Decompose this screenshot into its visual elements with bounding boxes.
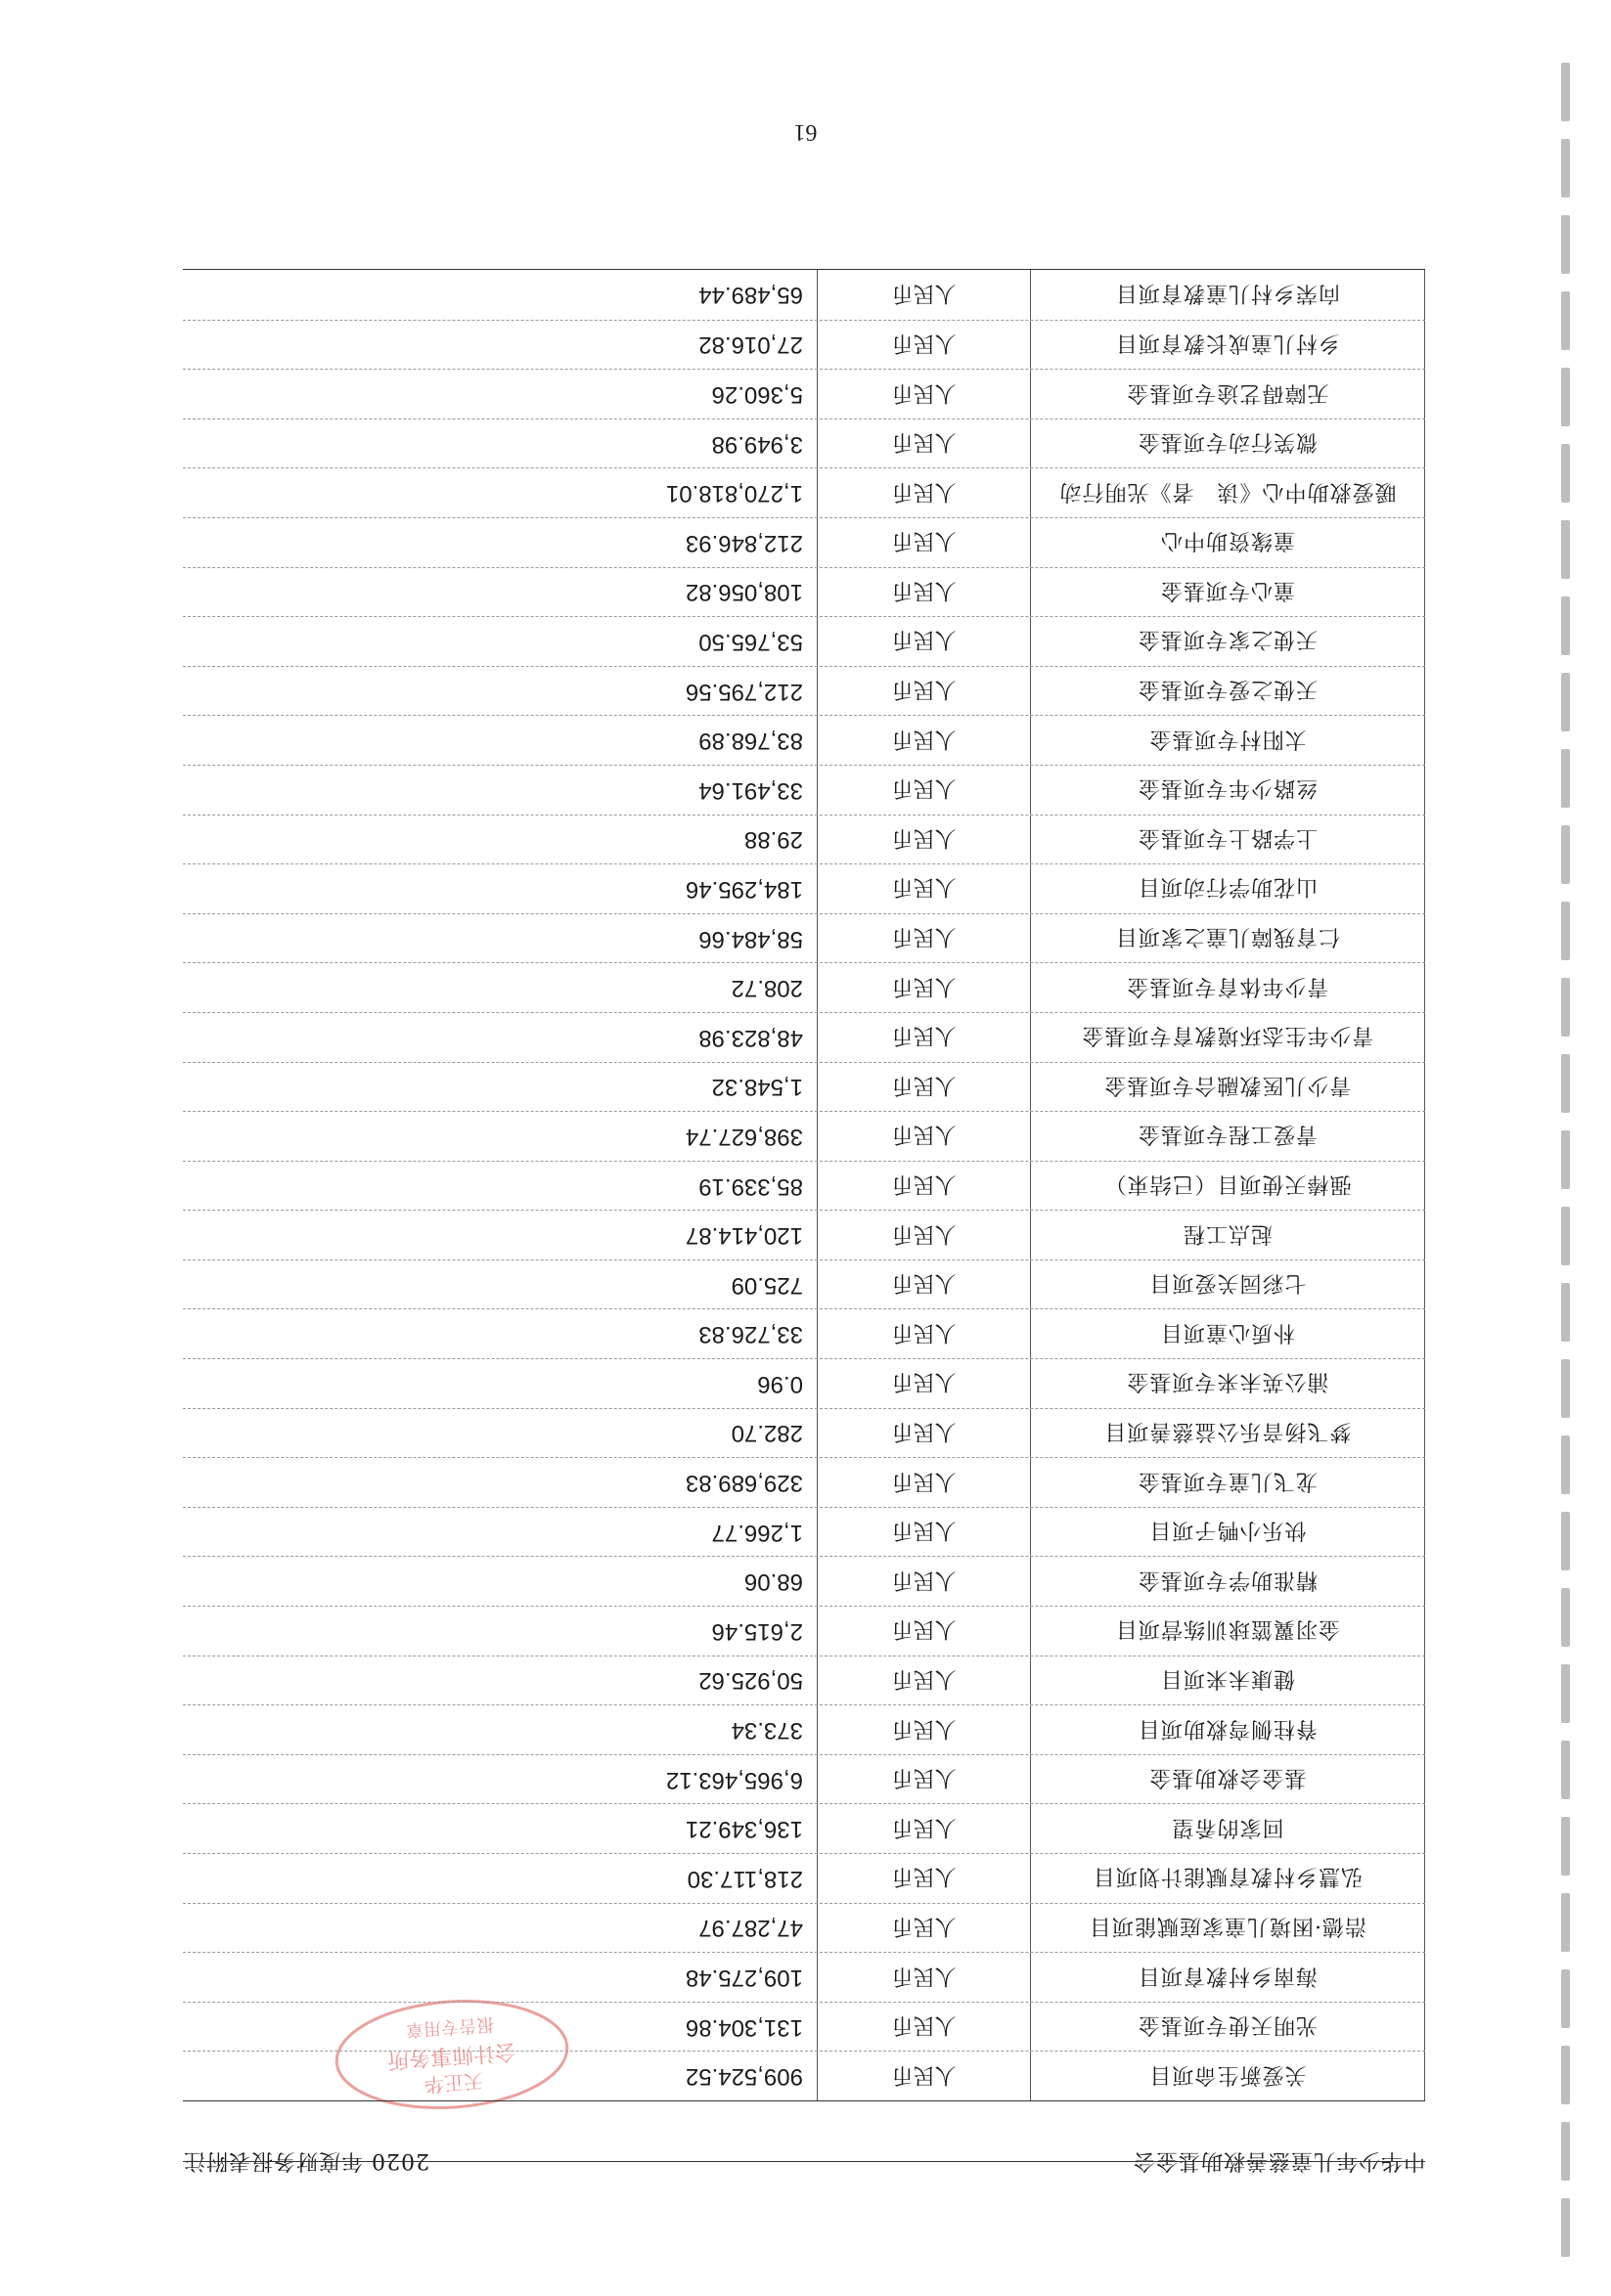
project-name-cell: 暖爱救助中心《读 者》光明行动 — [1031, 468, 1425, 517]
blank-cell — [183, 1854, 517, 1903]
currency-cell: 人民币 — [818, 816, 1031, 864]
currency-cell: 人民币 — [818, 1557, 1031, 1606]
project-name-cell: 浦公英未来专项基金 — [1031, 1359, 1425, 1408]
project-name-cell: 天使之家专项基金 — [1031, 617, 1425, 666]
binding-mark — [1561, 1207, 1570, 1265]
binding-mark — [1561, 2046, 1570, 2104]
binding-mark — [1561, 825, 1570, 884]
table-row — [183, 1853, 1425, 1903]
amount-cell: 3,949.98 — [517, 419, 818, 468]
amount-cell: 5,360.26 — [517, 370, 818, 419]
currency-cell: 人民币 — [818, 1310, 1031, 1359]
blank-cell — [183, 914, 517, 963]
binding-hole-marks — [1541, 47, 1570, 2257]
table-row — [183, 1457, 1425, 1507]
amount-cell: 184,295.46 — [517, 864, 818, 913]
project-name-cell: 金羽翼篮球训练营项目 — [1031, 1607, 1425, 1656]
table-row — [183, 1803, 1425, 1853]
table-row — [183, 1210, 1425, 1259]
currency-cell: 人民币 — [818, 1755, 1031, 1804]
binding-mark — [1561, 215, 1570, 274]
amount-cell: 6,965,463.12 — [517, 1755, 818, 1804]
table-row — [183, 1952, 1425, 2002]
amount-cell: 120,414.87 — [517, 1211, 818, 1259]
header-rule — [183, 2161, 1425, 2162]
currency-cell: 人民币 — [818, 1607, 1031, 1656]
amount-cell: 47,287.97 — [517, 1904, 818, 1953]
project-name-cell: 浩德·困境儿童家庭赋能项目 — [1031, 1904, 1425, 1953]
amount-cell: 329,689.83 — [517, 1458, 818, 1507]
blank-cell — [183, 2052, 517, 2100]
currency-cell: 人民币 — [818, 1013, 1031, 1062]
amount-cell: 212,846.93 — [517, 518, 818, 567]
binding-mark — [1561, 139, 1570, 198]
blank-cell — [183, 1063, 517, 1112]
project-name-cell: 青爱工程专项基金 — [1031, 1112, 1425, 1161]
blank-cell — [183, 1557, 517, 1606]
project-name-cell: 健康未来项目 — [1031, 1656, 1425, 1705]
currency-cell: 人民币 — [818, 1162, 1031, 1211]
blank-cell — [183, 963, 517, 1012]
project-name-cell: 向荣乡村儿童教育项目 — [1031, 270, 1425, 320]
amount-cell: 282.70 — [517, 1409, 818, 1458]
blank-cell — [183, 568, 517, 617]
amount-cell: 136,349.21 — [517, 1804, 818, 1853]
amount-cell: 1,266.77 — [517, 1508, 818, 1557]
project-name-cell: 强棒天使项目（已结束） — [1031, 1162, 1425, 1211]
currency-cell: 人民币 — [818, 1409, 1031, 1458]
amount-cell: 29.88 — [517, 816, 818, 864]
currency-cell: 人民币 — [818, 2052, 1031, 2100]
amount-cell: 33,726.83 — [517, 1310, 818, 1359]
binding-mark — [1561, 63, 1570, 121]
currency-cell: 人民币 — [818, 321, 1031, 370]
blank-cell — [183, 1607, 517, 1656]
amount-cell: 218,117.30 — [517, 1854, 818, 1903]
table-row — [183, 517, 1425, 567]
project-name-cell: 仁育残障儿童之家项目 — [1031, 914, 1425, 963]
project-name-cell: 脊柱侧弯救助项目 — [1031, 1705, 1425, 1754]
table-row — [183, 863, 1425, 913]
amount-cell: 398,627.74 — [517, 1112, 818, 1161]
table-row — [183, 1606, 1425, 1656]
blank-cell — [183, 766, 517, 815]
currency-cell: 人民币 — [818, 667, 1031, 716]
project-name-cell: 海南乡村教育项目 — [1031, 1953, 1425, 2002]
binding-mark — [1561, 368, 1570, 426]
project-name-cell: 上学路上专项基金 — [1031, 816, 1425, 864]
currency-cell: 人民币 — [818, 766, 1031, 815]
currency-cell: 人民币 — [818, 468, 1031, 517]
amount-cell: 1,548.32 — [517, 1063, 818, 1112]
project-name-cell: 七彩园关爱项目 — [1031, 1260, 1425, 1309]
binding-mark — [1561, 1283, 1570, 1342]
fund-balance-table — [183, 269, 1425, 2101]
project-name-cell: 龙飞儿童专项基金 — [1031, 1458, 1425, 1507]
blank-cell — [183, 468, 517, 517]
binding-mark — [1561, 1664, 1570, 1723]
blank-cell — [183, 1705, 517, 1754]
binding-mark — [1561, 1054, 1570, 1113]
amount-cell: 53,765.50 — [517, 617, 818, 666]
table-row — [183, 1656, 1425, 1705]
table-row — [183, 1408, 1425, 1458]
project-name-cell: 精准助学专项基金 — [1031, 1557, 1425, 1606]
currency-cell: 人民币 — [818, 518, 1031, 567]
blank-cell — [183, 1458, 517, 1507]
report-title: 2020 年度财务报表附注 — [183, 2148, 429, 2173]
table-row — [183, 467, 1425, 517]
table-row — [183, 715, 1425, 765]
table-row — [183, 1358, 1425, 1408]
project-name-cell: 青少年体育专项基金 — [1031, 963, 1425, 1012]
table-row — [183, 1012, 1425, 1062]
blank-cell — [183, 270, 517, 320]
blank-cell — [183, 1211, 517, 1259]
currency-cell: 人民币 — [818, 270, 1031, 320]
blank-cell — [183, 1112, 517, 1161]
binding-mark — [1561, 902, 1570, 960]
amount-cell: 50,925.62 — [517, 1656, 818, 1705]
table-row — [183, 815, 1425, 864]
table-row — [183, 1309, 1425, 1359]
blank-cell — [183, 667, 517, 716]
blank-cell — [183, 1755, 517, 1804]
blank-cell — [183, 1359, 517, 1408]
project-name-cell: 弘慧乡村教育赋能计划项目 — [1031, 1854, 1425, 1903]
blank-cell — [183, 1508, 517, 1557]
seal-line-3: 报告专用章 — [405, 2012, 495, 2041]
organization-name: 中华少年儿童慈善救助基金会 — [1132, 2148, 1425, 2173]
blank-cell — [183, 518, 517, 567]
currency-cell: 人民币 — [818, 1359, 1031, 1408]
blank-cell — [183, 1260, 517, 1309]
table-row — [183, 666, 1425, 716]
amount-cell: 909,524.52 — [517, 2052, 818, 2100]
amount-cell: 85,339.19 — [517, 1162, 818, 1211]
project-name-cell: 无障碍艺途专项基金 — [1031, 370, 1425, 419]
table-row — [183, 369, 1425, 419]
project-name-cell: 微笑行动专项基金 — [1031, 419, 1425, 468]
project-name-cell: 快乐小鸭子项目 — [1031, 1508, 1425, 1557]
binding-mark — [1561, 291, 1570, 350]
currency-cell: 人民币 — [818, 1953, 1031, 2002]
amount-cell: 109,275.48 — [517, 1953, 818, 2002]
amount-cell: 208.72 — [517, 963, 818, 1012]
blank-cell — [183, 1953, 517, 2002]
table-row — [183, 1903, 1425, 1953]
project-name-cell: 回家的希望 — [1031, 1804, 1425, 1853]
binding-mark — [1561, 2122, 1570, 2181]
currency-cell: 人民币 — [818, 419, 1031, 468]
project-name-cell: 青少年生态环境教育专项基金 — [1031, 1013, 1425, 1062]
blank-cell — [183, 1656, 517, 1705]
binding-mark — [1561, 1817, 1570, 1876]
project-name-cell: 天使之爱专项基金 — [1031, 667, 1425, 716]
table-row — [183, 913, 1425, 963]
table-row — [183, 2051, 1425, 2100]
amount-cell: 1,270,818.01 — [517, 468, 818, 517]
currency-cell: 人民币 — [818, 1904, 1031, 1953]
currency-cell: 人民币 — [818, 2003, 1031, 2052]
binding-mark — [1561, 1588, 1570, 1647]
table-row — [183, 1704, 1425, 1754]
amount-cell: 373.34 — [517, 1705, 818, 1754]
table-row — [183, 962, 1425, 1012]
binding-mark — [1561, 444, 1570, 503]
binding-mark — [1561, 1893, 1570, 1952]
amount-cell: 27,016.82 — [517, 321, 818, 370]
project-name-cell: 梦飞扬音乐公益慈善项目 — [1031, 1409, 1425, 1458]
blank-cell — [183, 1804, 517, 1853]
amount-cell: 725.09 — [517, 1260, 818, 1309]
amount-cell: 33,491.64 — [517, 766, 818, 815]
project-name-cell: 关爱新生命项目 — [1031, 2052, 1425, 2100]
table-row — [183, 1556, 1425, 1606]
blank-cell — [183, 321, 517, 370]
currency-cell: 人民币 — [818, 914, 1031, 963]
amount-cell: 108,056.82 — [517, 568, 818, 617]
blank-cell — [183, 419, 517, 468]
project-name-cell: 童缘资助中心 — [1031, 518, 1425, 567]
project-name-cell: 丝路少年专项基金 — [1031, 766, 1425, 815]
project-name-cell: 太阳村专项基金 — [1031, 716, 1425, 765]
seal-line-2: 会计师事务所 — [386, 2038, 517, 2072]
amount-cell: 83,768.89 — [517, 716, 818, 765]
currency-cell: 人民币 — [818, 864, 1031, 913]
currency-cell: 人民币 — [818, 963, 1031, 1012]
binding-mark — [1561, 2198, 1570, 2257]
binding-mark — [1561, 673, 1570, 731]
project-name-cell: 青少儿医教融合专项基金 — [1031, 1063, 1425, 1112]
amount-cell: 2,615.46 — [517, 1607, 818, 1656]
amount-cell: 58,484.66 — [517, 914, 818, 963]
blank-cell — [183, 2003, 517, 2052]
currency-cell: 人民币 — [818, 568, 1031, 617]
project-name-cell: 起点工程 — [1031, 1211, 1425, 1259]
binding-mark — [1561, 1741, 1570, 1799]
currency-cell: 人民币 — [818, 1112, 1031, 1161]
project-name-cell: 乡村儿童成长教育项目 — [1031, 321, 1425, 370]
blank-cell — [183, 617, 517, 666]
table-row — [183, 1161, 1425, 1211]
binding-mark — [1561, 1512, 1570, 1570]
currency-cell: 人民币 — [818, 1804, 1031, 1853]
table-row — [183, 616, 1425, 666]
project-name-cell: 基金会救助基金 — [1031, 1755, 1425, 1804]
binding-mark — [1561, 596, 1570, 655]
binding-mark — [1561, 749, 1570, 808]
currency-cell: 人民币 — [818, 716, 1031, 765]
blank-cell — [183, 370, 517, 419]
binding-mark — [1561, 520, 1570, 579]
blank-cell — [183, 1013, 517, 1062]
table-row — [183, 1062, 1425, 1112]
table-row — [183, 1111, 1425, 1161]
amount-cell: 0.96 — [517, 1359, 818, 1408]
page-number: 61 — [793, 119, 818, 145]
table-row — [183, 1507, 1425, 1557]
blank-cell — [183, 1904, 517, 1953]
amount-cell: 131,304.86 — [517, 2003, 818, 2052]
project-name-cell: 光明天使专项基金 — [1031, 2003, 1425, 2052]
blank-cell — [183, 716, 517, 765]
binding-mark — [1561, 1969, 1570, 2028]
blank-cell — [183, 816, 517, 864]
binding-mark — [1561, 978, 1570, 1037]
binding-mark — [1561, 1359, 1570, 1418]
table-row — [183, 419, 1425, 468]
currency-cell: 人民币 — [818, 1458, 1031, 1507]
amount-cell: 212,795.56 — [517, 667, 818, 716]
binding-mark — [1561, 1435, 1570, 1494]
currency-cell: 人民币 — [818, 1211, 1031, 1259]
blank-cell — [183, 1409, 517, 1458]
table-row — [183, 270, 1425, 320]
amount-cell: 48,823.98 — [517, 1013, 818, 1062]
seal-line-1: 天正华 — [424, 2068, 484, 2097]
binding-mark — [1561, 1130, 1570, 1189]
currency-cell: 人民币 — [818, 1260, 1031, 1309]
amount-cell: 65,489.44 — [517, 270, 818, 320]
table-row — [183, 1259, 1425, 1309]
project-name-cell: 山花助学行动项目 — [1031, 864, 1425, 913]
currency-cell: 人民币 — [818, 1705, 1031, 1754]
currency-cell: 人民币 — [818, 1508, 1031, 1557]
amount-cell: 68.06 — [517, 1557, 818, 1606]
currency-cell: 人民币 — [818, 1656, 1031, 1705]
table-row — [183, 2002, 1425, 2052]
currency-cell: 人民币 — [818, 1854, 1031, 1903]
currency-cell: 人民币 — [818, 1063, 1031, 1112]
currency-cell: 人民币 — [818, 370, 1031, 419]
table-row — [183, 320, 1425, 370]
project-name-cell: 童心专项基金 — [1031, 568, 1425, 617]
table-row — [183, 567, 1425, 617]
table-row — [183, 765, 1425, 815]
project-name-cell: 朴质心童项目 — [1031, 1310, 1425, 1359]
table-row — [183, 1754, 1425, 1804]
blank-cell — [183, 864, 517, 913]
blank-cell — [183, 1162, 517, 1211]
currency-cell: 人民币 — [818, 617, 1031, 666]
blank-cell — [183, 1310, 517, 1359]
